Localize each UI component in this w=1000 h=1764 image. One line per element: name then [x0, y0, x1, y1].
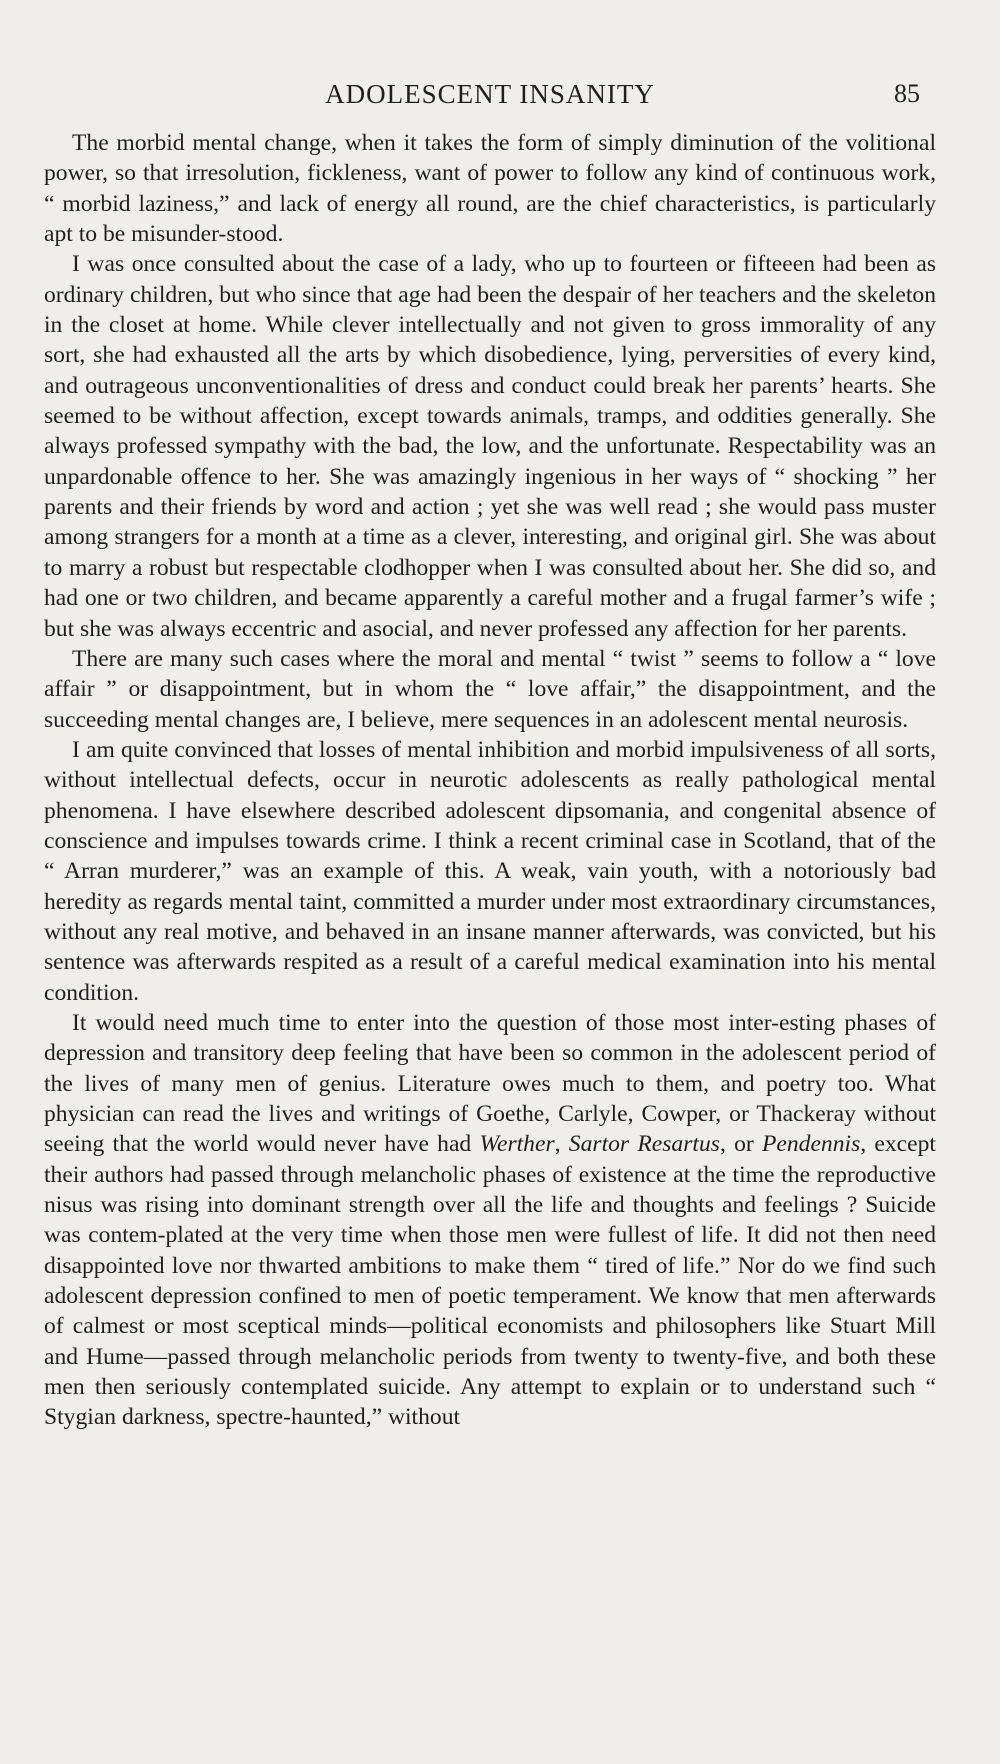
title-separator-2: , or — [719, 1131, 762, 1158]
paragraph-5-text-end: , except their authors had passed through melancholic phases of existence at the time the reproductive nisus was rising into dominant strength over all the life and thoughts and feelings ? Suicide was contem-plated at the very time when those men were fullest of life. It did not then need disappointed love nor thwarted ambitions to make them “ tired of life.” Nor do we find such adolescent depression confined to men of poetic temperament. We know that men afterwards of calmest or most sceptical minds—political economists and philosophers like Stuart Mill and Hume—passed through melancholic periods from twenty to twenty-five, and both these men then seriously contemplated suicide. Any attempt to explain or to understand such “ Stygian darkness, spectre-haunted,” without — [44, 1131, 936, 1431]
running-head — [40, 74, 940, 114]
page-number: 85 — [894, 79, 920, 108]
title-separator-1: , — [554, 1131, 569, 1158]
book-title-sartor-resartus: Sartor Resartus — [568, 1131, 720, 1158]
paragraph-3: There are many such cases where the moral and mental “ twist ” seems to follow a “ love affair ” or disappointment, but in whom the “ love affair,” the disappointment, and the succeeding mental changes are, I believe, mere sequences in an adolescent mental neurosis. — [44, 645, 936, 733]
paragraph-5 — [44, 1008, 936, 1433]
paragraph-2: I was once consulted about the case of a lady, who up to fourteen or fifteeen had been as ordinary children, but who since that age had been the despair of her teachers and the skeleton in the closet at home. While clever intellectually and not given to gross immorality of any sort, she had exhausted all the arts by which disobedience, lying, perversities of every kind, and outrageous unconventionalities of dress and conduct could break her parents’ hearts. She seemed to be without affection, except towards animals, tramps, and oddities generally. She always professed sympathy with the bad, the low, and the unfortunate. Respectability was an unpardonable offence to her. She was amazingly ingenious in her ways of “ shocking ” her parents and their friends by word and action ; yet she was well read ; she would pass muster among strangers for a month at a time as a clever, interesting, and original girl. She was about to marry a robust but respectable clodhopper when I was consulted about her. She did so, and had one or two children, and became apparently a careful mother and a frugal farmer’s wife ; but she was always eccentric and asocial, and never professed any affection for her parents. — [44, 251, 936, 642]
paragraph-5-text-start: It would need much time to enter into the question of those most inter-esting phases of depression and transitory deep feeling that have been so common in the adolescent period of the lives of many men of genius. Literature owes much to them, and poetry too. What physician can read the lives and writings of Goethe, Carlyle, Cowper, or Thackeray without seeing that the world would never have had — [44, 1009, 936, 1158]
paragraph-1: The morbid mental change, when it takes the form of simply diminution of the volitional power, so that irresolution, fickleness, want of power to follow any kind of continuous work, “ morbid laziness,” and lack of energy all round, are the chief characteristics, is particularly apt to be misunder-stood. — [44, 130, 936, 248]
paragraph-4: I am quite convinced that losses of mental inhibition and morbid impulsiveness of all sorts, without intellectual defects, occur in neurotic adolescents as really pathological mental phenomena. I have elsewhere described adolescent dipsomania, and congenital absence of conscience and impulses towards crime. I think a recent criminal case in Scotland, that of the “ Arran murderer,” was an example of this. A weak, vain youth, with a notoriously bad heredity as regards mental taint, committed a murder under most extraordinary circumstances, without any real motive, and behaved in an insane manner afterwards, was convicted, but his sentence was afterwards respited as a result of a careful medical examination into his mental condition. — [44, 736, 936, 1006]
body-text — [44, 128, 936, 1433]
chapter-title: ADOLESCENT INSANITY — [325, 79, 655, 109]
book-title-werther: Werther — [479, 1131, 555, 1158]
book-title-pendennis: Pendennis — [761, 1131, 861, 1158]
